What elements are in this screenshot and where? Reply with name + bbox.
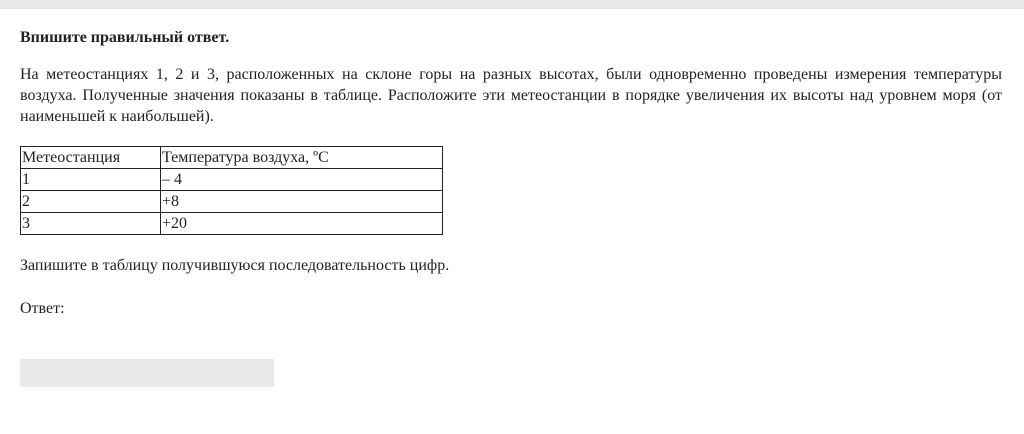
table-cell-station: 2 [21,191,161,213]
table-row [21,169,443,191]
answer-input[interactable] [20,359,274,387]
table-row [21,191,443,213]
question-text: На метеостанциях 1, 2 и 3, расположенных на склоне горы на разных высотах, были одновременно проведены измерения температуры воздуха. Полученные значения показаны в таблице. Расположите эти метеостанции в порядке увеличения их высоты над уровнем моря (от наименьшей к наибольшей). [20,66,1002,125]
table-header-station: Метеостанция [21,147,161,169]
table-cell-station: 1 [21,169,161,191]
table-row [21,213,443,235]
table-cell-temperature: – 4 [161,169,443,191]
write-instruction: Запишите в таблицу получившуюся последовательность цифр. [20,257,450,274]
answer-label: Ответ: [20,300,65,317]
table-cell-temperature: +20 [161,213,443,235]
temperature-table [20,146,443,235]
table-cell-temperature: +8 [161,191,443,213]
table-header-temperature: Температура воздуха, ºС [161,147,443,169]
table-cell-station: 3 [21,213,161,235]
top-bar [0,0,1024,9]
task-content [20,28,1002,319]
table-header-row [21,147,443,169]
task-instruction: Впишите правильный ответ. [20,29,230,46]
